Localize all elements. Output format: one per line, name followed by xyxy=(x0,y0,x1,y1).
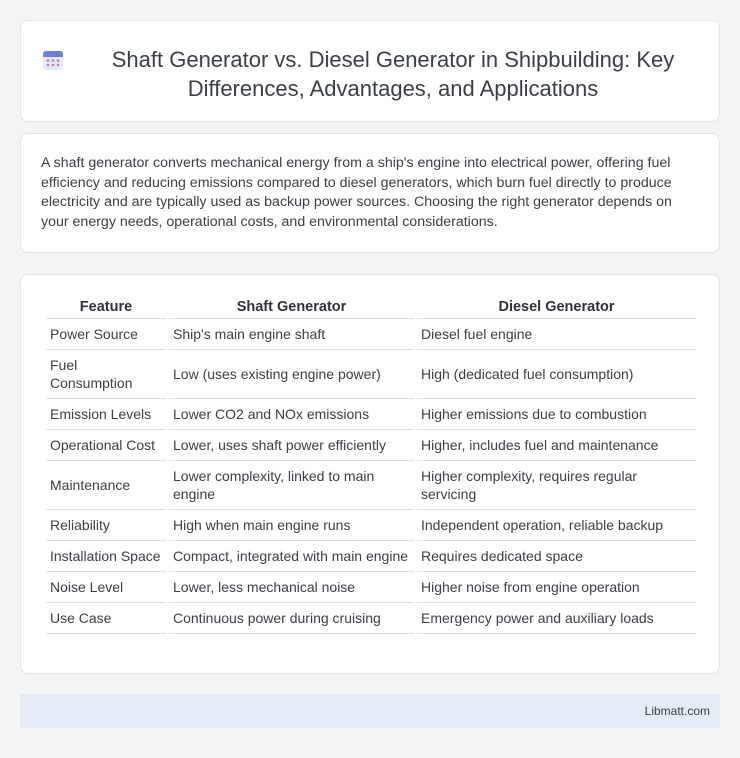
shaft-cell: Ship's main engine shaft xyxy=(169,319,414,350)
footer-bar xyxy=(20,694,720,728)
shaft-cell: Lower, less mechanical noise xyxy=(169,572,414,603)
diesel-cell: Requires dedicated space xyxy=(417,541,696,572)
diesel-cell: Higher emissions due to combustion xyxy=(417,399,696,430)
shaft-cell: High when main engine runs xyxy=(169,510,414,541)
shaft-cell: Compact, integrated with main engine xyxy=(169,541,414,572)
calendar-icon xyxy=(41,48,65,72)
table-row xyxy=(46,541,696,572)
table-row xyxy=(46,350,696,399)
feature-cell: Use Case xyxy=(46,603,166,634)
shaft-cell: Low (uses existing engine power) xyxy=(169,350,414,399)
table-row xyxy=(46,572,696,603)
shaft-cell: Lower CO2 and NOx emissions xyxy=(169,399,414,430)
diesel-cell: High (dedicated fuel consumption) xyxy=(417,350,696,399)
feature-cell: Noise Level xyxy=(46,572,166,603)
table-row xyxy=(46,461,696,510)
shaft-cell: Continuous power during cruising xyxy=(169,603,414,634)
feature-cell: Installation Space xyxy=(46,541,166,572)
table-row xyxy=(46,510,696,541)
title-card xyxy=(20,20,720,122)
comparison-card xyxy=(20,274,720,674)
feature-cell: Operational Cost xyxy=(46,430,166,461)
feature-cell: Fuel Consumption xyxy=(46,350,166,399)
diesel-cell: Higher noise from engine operation xyxy=(417,572,696,603)
comparison-table xyxy=(43,295,699,634)
diesel-cell: Higher, includes fuel and maintenance xyxy=(417,430,696,461)
diesel-cell: Emergency power and auxiliary loads xyxy=(417,603,696,634)
feature-cell: Maintenance xyxy=(46,461,166,510)
footer-site-link[interactable]: Libmatt.com xyxy=(644,704,710,718)
table-row xyxy=(46,430,696,461)
table-row xyxy=(46,399,696,430)
diesel-cell: Diesel fuel engine xyxy=(417,319,696,350)
header-shaft-generator: Shaft Generator xyxy=(169,295,414,319)
header-feature: Feature xyxy=(46,295,166,319)
feature-cell: Reliability xyxy=(46,510,166,541)
table-row xyxy=(46,319,696,350)
summary-paragraph: A shaft generator converts mechanical energy from a ship's engine into electrical power, offering fuel efficiency and reducing emissions compared to diesel generators, which burn fuel directly to produce electricity and are typically used as backup power sources. Choosing the right generator depends on your energy needs, operational costs, and environmental considerations. xyxy=(41,155,672,230)
title-row xyxy=(21,21,719,103)
table-row xyxy=(46,603,696,634)
table-header-row xyxy=(46,295,696,319)
summary-card xyxy=(20,133,720,253)
feature-cell: Power Source xyxy=(46,319,166,350)
feature-cell: Emission Levels xyxy=(46,399,166,430)
diesel-cell: Higher complexity, requires regular servicing xyxy=(417,461,696,510)
shaft-cell: Lower, uses shaft power efficiently xyxy=(169,430,414,461)
header-diesel-generator: Diesel Generator xyxy=(417,295,696,319)
diesel-cell: Independent operation, reliable backup xyxy=(417,510,696,541)
shaft-cell: Lower complexity, linked to main engine xyxy=(169,461,414,510)
page-title: Shaft Generator vs. Diesel Generator in Shipbuilding: Key Differences, Advantages, and Applications xyxy=(111,47,675,101)
